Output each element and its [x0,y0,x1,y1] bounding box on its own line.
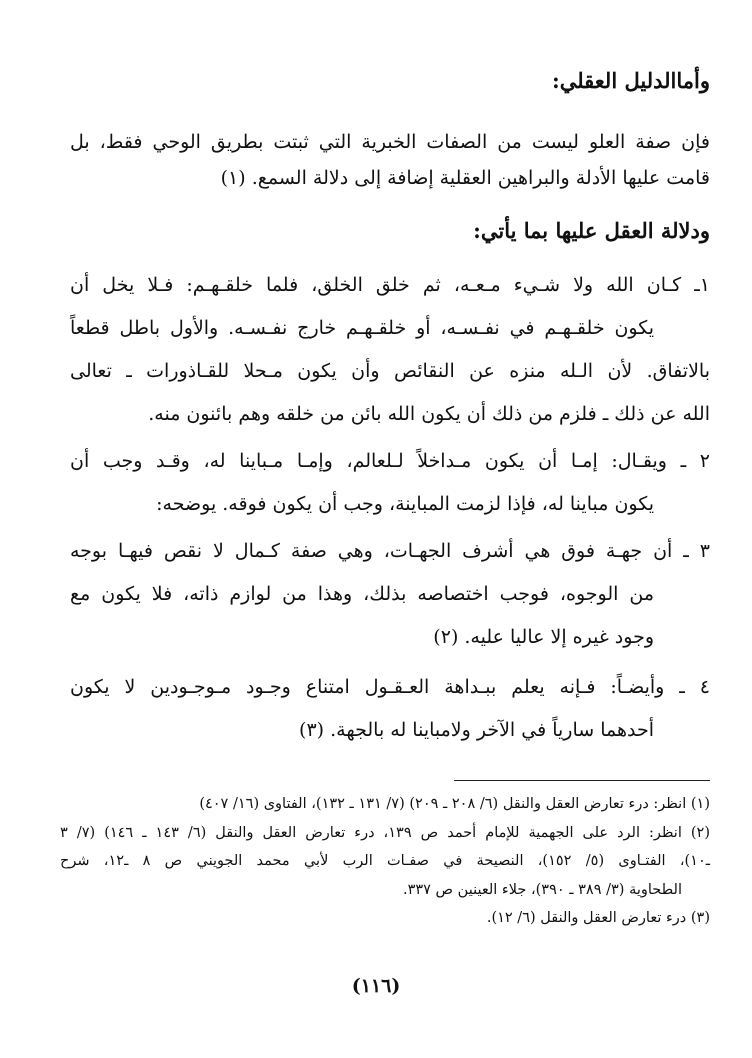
list-item-line: بالاتفاق. لأن الـله منزه عن النقائص وأن يكون مـحلا للقـاذورات ـ تعالى [70,360,710,382]
footnote-divider [454,780,710,781]
footnotes [60,790,710,933]
list-item-line: الله عن ذلك ـ فلزم من ذلك أن يكون الله بائن من خلقه وهم بائنون منه. [148,403,710,425]
intro-paragraph [70,124,710,196]
list-item-line: ١ـ كـان الله ولا شـيء مـعـه، ثم خلق الخلق، فلما خلقـهـم: فـلا يخل أن [70,274,710,296]
list-item-line: ٤ ـ وأيضـاً: فـإنه يعلم ببـداهة العـقـول امتناع وجـود مـوجـودين لا يكون [70,676,710,698]
list-item-line: من الوجوه، فوجب اختصاصه بذلك، وهذا من لوازم ذاته، فلا يكون مع [70,583,654,605]
section-heading-reason-proofs: ودلالة العقل عليها بما يأتي: [473,218,710,243]
list-item-line: وجود غيره إلا عاليا عليه. (٢) [433,626,654,648]
list-item-line: أحدهما سارياً في الآخر ولامباينا له بالجهة. (٣) [299,719,654,741]
list-item-3 [70,530,710,659]
list-item-4 [70,666,710,752]
list-item-line: يكون مباينا له، فإذا لزمت المباينة، وجب أن يكون فوقه. يوضحه: [156,493,654,515]
footnote-line: (١) انظر: درء تعارض العقل والنقل (٦/ ٢٠٨ ـ ٢٠٩) (٧/ ١٣١ ـ ١٣٢)، الفتاوى (١٦/ ٤٠٧) [199,796,710,812]
list-item-1 [70,264,710,436]
footnote-line: (٢) انظر: الرد على الجهمية للإمام أحمد ص ١٣٩، درء تعارض العقل والنقل (٦/ ١٤٣ ـ ١٤٦) (٧/ ٣ [60,824,710,841]
section-heading-rational-evidence: وأماالدليل العقلي: [551,68,710,93]
footnote-line: الطحاوية (٣/ ٣٨٩ ـ ٣٩٠)، جلاء العينين ص ٣٣٧. [402,881,682,898]
footnote-line: (٣) درء تعارض العقل والنقل (٦/ ١٢). [486,910,710,926]
list-item-line: يكون خلقـهـم في نفـسـه، أو خلقـهـم خارج نفـسـه. والأول باطل قطعاً [70,317,654,339]
intro-line: فإن صفة العلو ليست من الصفات الخبرية التي ثبتت بطريق الوحي فقط، بل [70,131,710,153]
intro-line: قامت عليها الأدلة والبراهين العقلية إضافة إلى دلالة السمع. (١) [220,167,710,189]
footnote-line: ـ١٠)، الفتـاوى (٥/ ١٥٢)، النصيحة في صفـات الرب لأبي محمد الجويني ص ٨ ـ١٢، شرح [60,853,710,869]
list-item-line: ٣ ـ أن جهـة فوق هي أشرف الجهـات، وهي صفة كـمال لا نقص فيهـا بوجه [70,540,710,562]
list-item-2 [70,440,710,526]
page-number: (١١٦) [351,975,401,997]
list-item-line: ٢ ـ ويقـال: إمـا أن يكون مـداخلاً لـلعالم، وإمـا مـباينا له، وقـد وجب أن [70,450,710,472]
